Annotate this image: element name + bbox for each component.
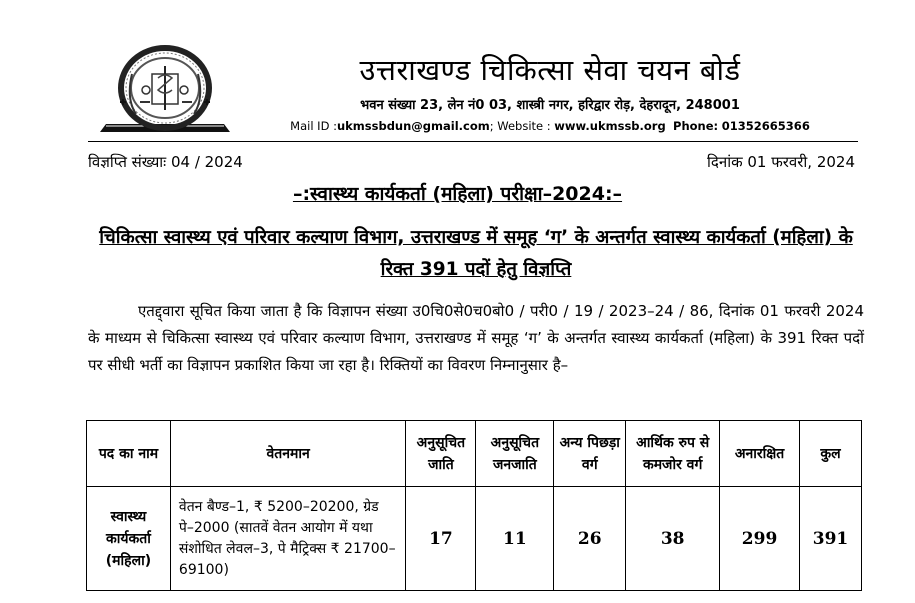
org-name: उत्तराखण्ड चिकित्सा सेवा चयन बोर्ड <box>359 53 741 87</box>
phone-number: 01352665366 <box>721 119 810 133</box>
header-total: कुल <box>800 421 862 487</box>
notice-date: दिनांक 01 फरवरी, 2024 <box>707 153 855 171</box>
table-row <box>87 487 862 591</box>
header-post: पद का नाम <box>87 421 171 487</box>
phone-label: Phone: <box>673 119 719 133</box>
cell-st: 11 <box>476 487 554 591</box>
header-st: अनुसूचित जनजाति <box>476 421 554 487</box>
website-label: ; Website : <box>489 119 551 133</box>
notice-body-text: एतद्द्वारा सूचित किया जाता है कि विज्ञापन संख्या उ0चि0से0च0बो0 / परी0 / 19 / 2023–24 / 86, दिनांक 01 फरवरी 2024 के माध्यम से चिकित्सा स्वास्थ्य एवं परिवार कल्याण विभाग, उत्तराखण्ड में समूह ‘ग’ के अन्तर्गत स्वास्थ्य कार्यकर्ता (महिला) के 391 रिक्त पदों पर सीधी भर्ती का विज्ञापन प्रकाशित किया जा रहा है। रिक्तियों का विवरण निम्नानुसार है– <box>88 302 864 374</box>
website-link[interactable]: www.ukmssb.org <box>554 119 666 133</box>
notice-body <box>88 298 864 379</box>
header-ews: आर्थिक रुप से कमजोर वर्ग <box>626 421 720 487</box>
exam-title: –:स्वास्थ्य कार्यकर्ता (महिला) परीक्षा–2024:– <box>292 183 623 205</box>
cell-ews: 38 <box>626 487 720 591</box>
notice-subject: चिकित्सा स्वास्थ्य एवं परिवार कल्याण विभाग, उत्तराखण्ड में समूह ‘ग’ के अन्तर्गत स्वास्थ्य कार्यकर्ता (महिला) के रिक्त 391 पदों हेतु विज्ञप्ति <box>99 227 853 280</box>
notice-number: विज्ञप्ति संख्याः 04 / 2024 <box>88 153 243 171</box>
table-header-row <box>87 421 862 487</box>
vacancy-table <box>86 420 862 591</box>
cell-total: 391 <box>800 487 862 591</box>
header-pay-scale: वेतनमान <box>170 421 406 487</box>
board-logo <box>96 44 234 140</box>
mail-label: Mail ID : <box>290 119 337 133</box>
cell-pay-scale: वेतन बैण्ड–1, ₹ 5200–20200, ग्रेड पे–2000 (सातवें वेतन आयोग में यथा संशोधित लेवल–3, पे मैट्रिक्स ₹ 21700– 69100) <box>170 487 406 591</box>
header-unreserved: अनारक्षित <box>720 421 800 487</box>
org-address: भवन संख्या 23, लेन नं0 03, शास्त्री नगर, हरिद्वार रोड़, देहरादून, 248001 <box>360 98 740 113</box>
cell-obc: 26 <box>554 487 626 591</box>
org-contact <box>290 119 810 133</box>
header-obc: अन्य पिछड़ा वर्ग <box>554 421 626 487</box>
header-sc: अनुसूचित जाति <box>406 421 476 487</box>
header-divider <box>88 141 858 142</box>
mail-link[interactable]: ukmssbdun@gmail.com <box>336 119 490 133</box>
cell-sc: 17 <box>406 487 476 591</box>
cell-unreserved: 299 <box>720 487 800 591</box>
cell-post: स्वास्थ्य कार्यकर्ता (महिला) <box>87 487 171 591</box>
